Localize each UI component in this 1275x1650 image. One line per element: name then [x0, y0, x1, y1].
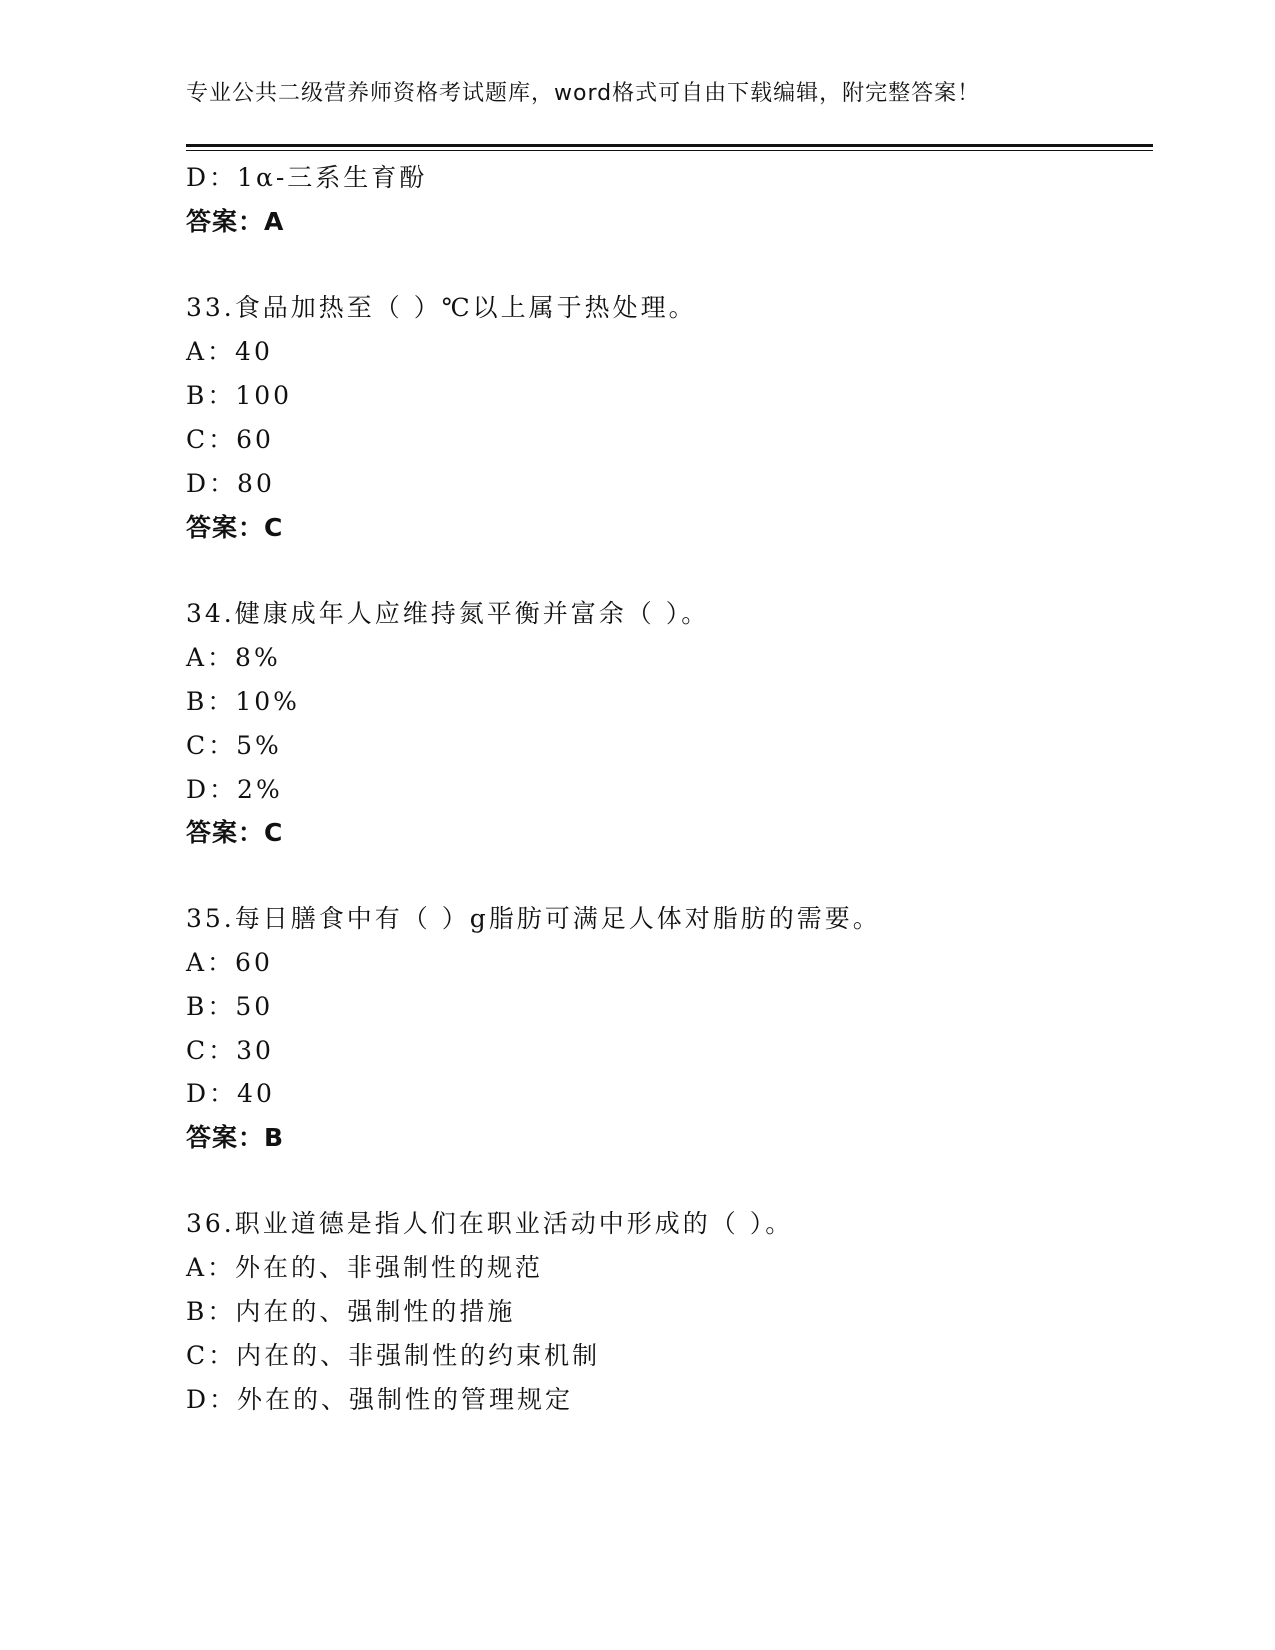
- question-34: 34.健康成年人应维持氮平衡并富余（ ）。: [186, 599, 710, 628]
- q36-option-c: C：内在的、非强制性的约束机制: [186, 1341, 601, 1370]
- question-33: 33.食品加热至（ ）℃以上属于热处理。: [186, 293, 697, 322]
- answer-32: 答案：A: [186, 207, 285, 236]
- q35-option-a: A：60: [186, 948, 273, 977]
- q34-option-d: D：2%: [186, 775, 283, 804]
- q35-option-b: B：50: [186, 992, 274, 1021]
- answer-33: 答案：C: [186, 513, 284, 542]
- header-divider-thin: [186, 150, 1153, 151]
- q36-option-a: A：外在的、非强制性的规范: [186, 1253, 544, 1282]
- q36-option-d: D：外在的、强制性的管理规定: [186, 1385, 574, 1414]
- q33-option-a: A：40: [186, 337, 273, 366]
- header-divider-thick: [186, 144, 1153, 147]
- q35-option-d: D：40: [186, 1079, 275, 1108]
- answer-35: 答案：B: [186, 1123, 285, 1152]
- q33-option-d: D：80: [186, 469, 275, 498]
- page-header: 专业公共二级营养师资格考试题库，word格式可自由下载编辑，附完整答案！: [186, 81, 981, 106]
- q33-option-b: B：100: [186, 381, 293, 410]
- q34-option-c: C：5%: [186, 731, 282, 760]
- q34-option-b: B：10%: [186, 687, 300, 716]
- question-35: 35.每日膳食中有（ ）g脂肪可满足人体对脂肪的需要。: [186, 904, 881, 933]
- answer-34: 答案：C: [186, 818, 284, 847]
- q35-option-c: C：30: [186, 1036, 274, 1065]
- option-d-previous: D：1α-三系生育酚: [186, 163, 428, 192]
- q36-option-b: B：内在的、强制性的措施: [186, 1297, 516, 1326]
- q33-option-c: C：60: [186, 425, 274, 454]
- q34-option-a: A：8%: [186, 643, 281, 672]
- question-36: 36.职业道德是指人们在职业活动中形成的（ ）。: [186, 1209, 794, 1238]
